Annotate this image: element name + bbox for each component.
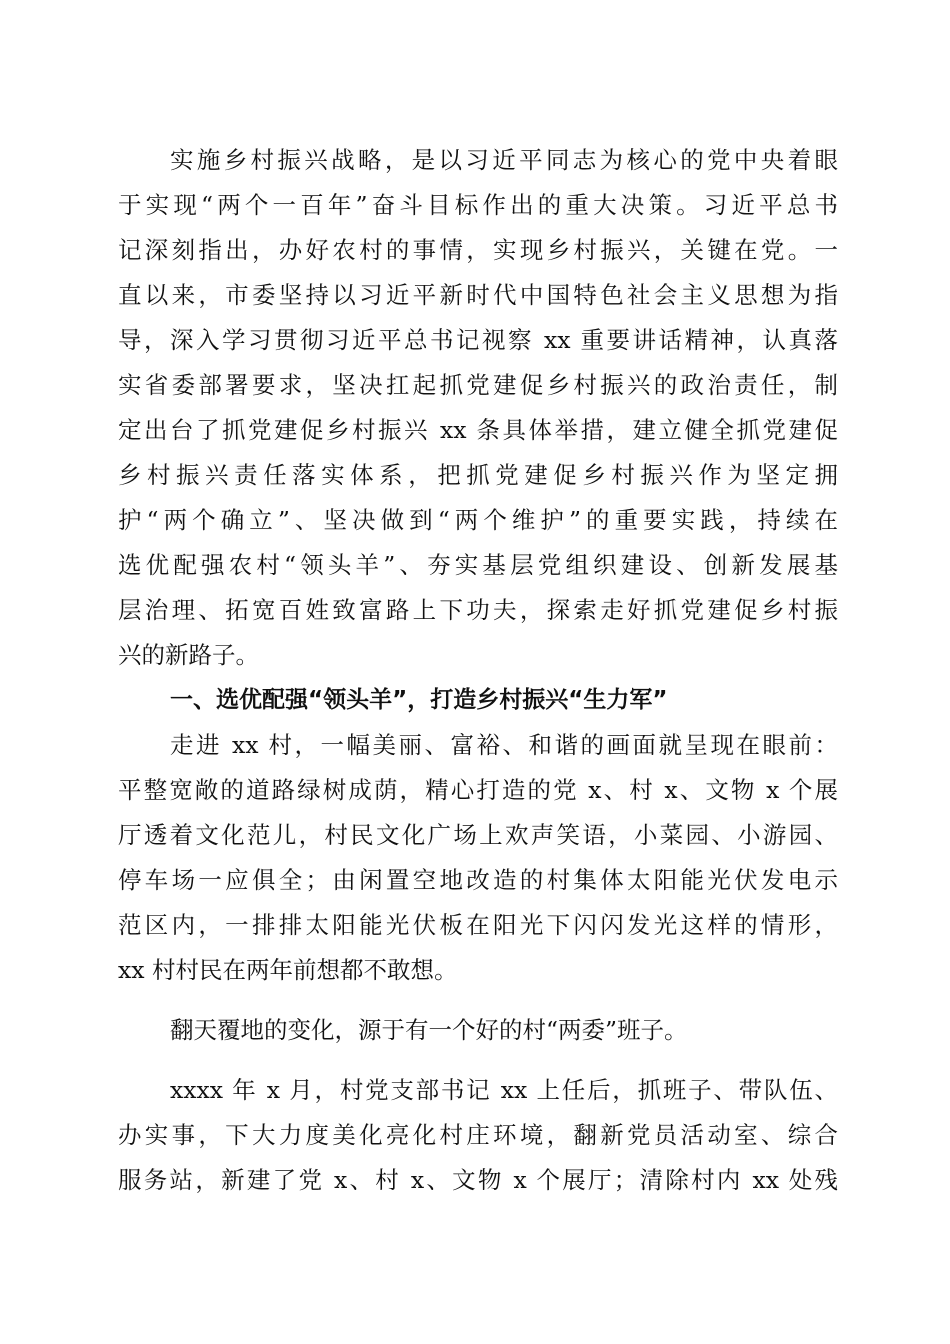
body-text-line: 平整宽敞的道路绿树成荫，精心打造的党 x、村 x、文物 x 个展 [118, 776, 838, 804]
body-text-line: 记深刻指出，办好农村的事情，实现乡村振兴，关键在党。一 [118, 236, 838, 264]
body-text-line: 办实事，下大力度美化亮化村庄环境，翻新党员活动室、综合 [118, 1121, 838, 1149]
body-text-line: xx 村村民在两年前想都不敢想。 [118, 956, 458, 984]
body-text-line: xxxx 年 x 月，村党支部书记 xx 上任后，抓班子、带队伍、 [170, 1076, 838, 1104]
body-text-line: 范区内，一排排太阳能光伏板在阳光下闪闪发光这样的情形， [118, 911, 838, 939]
body-text-line: 乡村振兴责任落实体系，把抓党建促乡村振兴作为坚定拥 [118, 461, 838, 489]
body-text-line: 兴的新路子。 [118, 641, 259, 669]
body-text-line: 实省委部署要求，坚决扛起抓党建促乡村振兴的政治责任，制 [118, 371, 838, 399]
body-text-line: 厅透着文化范儿，村民文化广场上欢声笑语，小菜园、小游园、 [118, 821, 838, 849]
body-text-line: 选优配强农村“领头羊”、夯实基层党组织建设、创新发展基 [118, 551, 838, 579]
body-text-line: 导，深入学习贯彻习近平总书记视察 xx 重要讲话精神，认真落 [118, 326, 838, 354]
body-text-line: 于实现“两个一百年”奋斗目标作出的重大决策。习近平总书 [118, 191, 838, 219]
body-text-line: 走进 xx 村，一幅美丽、富裕、和谐的画面就呈现在眼前： [170, 731, 838, 759]
body-text-line: 实施乡村振兴战略，是以习近平同志为核心的党中央着眼 [170, 146, 838, 174]
body-text-line: 停车场一应俱全；由闲置空地改造的村集体太阳能光伏发电示 [118, 866, 838, 894]
body-text-line: 翻天覆地的变化，源于有一个好的村“两委”班子。 [170, 1016, 688, 1044]
body-text-line: 护“两个确立”、坚决做到“两个维护”的重要实践，持续在 [118, 506, 838, 534]
body-text-line: 直以来，市委坚持以习近平新时代中国特色社会主义思想为指 [118, 281, 838, 309]
body-text-line: 定出台了抓党建促乡村振兴 xx 条具体举措，建立健全抓党建促 [118, 416, 838, 444]
section-heading: 一、选优配强“领头羊”，打造乡村振兴“生力军” [170, 687, 668, 713]
body-text-line: 服务站，新建了党 x、村 x、文物 x 个展厅；清除村内 xx 处残 [118, 1166, 838, 1194]
body-text-line: 层治理、拓宽百姓致富路上下功夫，探索走好抓党建促乡村振 [118, 596, 838, 624]
